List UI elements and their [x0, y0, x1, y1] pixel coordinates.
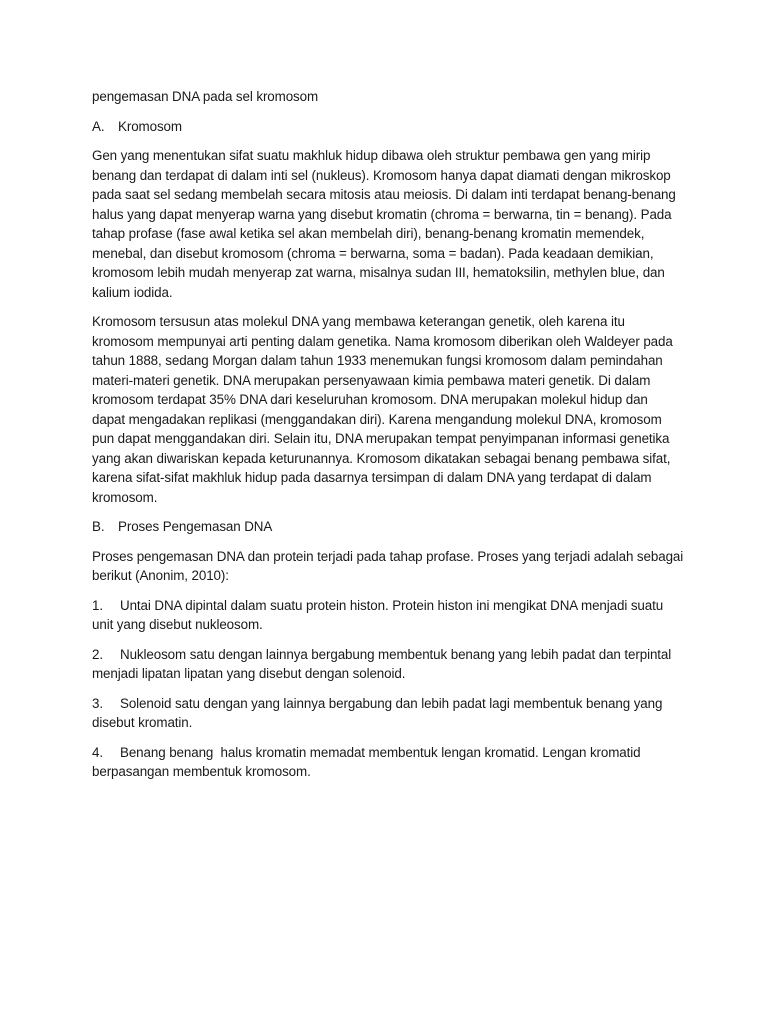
section-marker: A.: [92, 118, 105, 134]
paragraph: [92, 547, 684, 586]
text-line: menebal, dan disebut kromosom (chroma = berwarna, soma = badan). Pada keadaan demikian,: [92, 245, 654, 261]
text-line: [92, 694, 676, 714]
list-item: [92, 645, 676, 684]
text-line: pun dapat menggandakan diri. Selain itu, DNA merupakan tempat penyimpanan informasi genetika: [92, 431, 670, 446]
text-line: menjadi lipatan lipatan yang disebut dengan solenoid.: [92, 666, 406, 681]
text-line: kromosom.: [92, 489, 158, 505]
paragraph: [92, 312, 676, 507]
list-text: Untai DNA dipintal dalam suatu protein histon. Protein histon ini mengikat DNA menjadi suatu: [120, 597, 664, 613]
text-line: yang akan diwariskan kepada keturunannya. Kromosom dikatakan sebagai benang pembawa sifat,: [92, 450, 671, 466]
document-title: pengemasan DNA pada sel kromosom: [92, 89, 319, 104]
text-line: berpasangan membentuk kromosom.: [92, 764, 311, 779]
text-line: kalium iodida.: [92, 284, 173, 300]
text-line: benang dan terdapat di dalam inti sel (nukleus). Kromosom hanya dapat diamati dengan mikroskop: [92, 167, 671, 183]
list-item: [92, 694, 676, 733]
text-line: [92, 596, 676, 616]
text-line: karena sifat-sifat makhluk hidup pada dasarnya tersimpan di dalam DNA yang terdapat di dalam: [92, 470, 652, 485]
text-line: Gen yang menentukan sifat suatu makhluk hidup dibawa oleh struktur pembawa gen yang mirip: [92, 148, 651, 163]
section-title: Kromosom: [118, 118, 182, 134]
document-body: [92, 87, 684, 792]
text-line: Kromosom tersusun atas molekul DNA yang membawa keterangan genetik, oleh karena itu: [92, 314, 625, 329]
section-marker: B.: [92, 519, 105, 534]
text-line: Proses pengemasan DNA dan protein terjadi pada tahap profase. Proses yang terjadi adalah sebagai: [92, 548, 684, 564]
list-number: 2.: [92, 646, 103, 662]
text-line: disebut kromatin.: [92, 715, 193, 730]
list-item: [92, 743, 676, 782]
text-line: kromosom terdapat 35% DNA dari keseluruhan kromosom. DNA merupakan molekul hidup dan: [92, 392, 648, 407]
text-line: kromosom lebih mudah menyerap zat warna, misalnya sudan III, hematoksilin, methylen blue, dan: [92, 265, 665, 280]
list-number: 3.: [92, 695, 103, 711]
text-line: halus yang dapat menyerap warna yang disebut kromatin (chroma = berwarna, tin = benang). Pada: [92, 206, 672, 222]
text-line: pada saat sel sedang membelah secara mitosis atau meiosis. Di dalam inti terdapat benang-benang: [92, 187, 676, 202]
text-line: tahap profase (fase awal ketika sel akan membelah diri), benang-benang kromatin memendek,: [92, 226, 645, 241]
list-text: Benang benang halus kromatin memadat membentuk lengan kromatid. Lengan kromatid: [120, 744, 641, 760]
section-heading-b: [92, 517, 676, 537]
section-title: Proses Pengemasan DNA: [118, 519, 273, 534]
list-number: 4.: [92, 744, 103, 760]
list-text: Solenoid satu dengan yang lainnya bergabung dan lebih padat lagi membentuk benang yang: [120, 695, 663, 711]
paragraph: [92, 146, 676, 302]
text-line: dapat mengadakan replikasi (menggandakan diri). Karena mengandung molekul DNA, kromosom: [92, 411, 662, 427]
text-line: [92, 645, 676, 665]
text-line: kromosom mempunyai arti penting dalam genetika. Nama kromosom diberikan oleh Waldeyer pada: [92, 333, 673, 349]
list-number: 1.: [92, 597, 103, 613]
list-text: Nukleosom satu dengan lainnya bergabung membentuk benang yang lebih padat dan terpintal: [120, 646, 672, 662]
text-line: unit yang disebut nukleosom.: [92, 617, 263, 632]
text-line: materi-materi genetik. DNA merupakan persenyawaan kimia pembawa materi genetik. Di dalam: [92, 372, 651, 388]
list-item: [92, 596, 676, 635]
text-line: berikut (Anonim, 2010):: [92, 568, 229, 583]
text-line: tahun 1888, sedang Morgan dalam tahun 1933 menemukan fungsi kromosom dalam pemindahan: [92, 353, 663, 368]
text-line: [92, 743, 676, 763]
section-heading-a: [92, 117, 676, 137]
